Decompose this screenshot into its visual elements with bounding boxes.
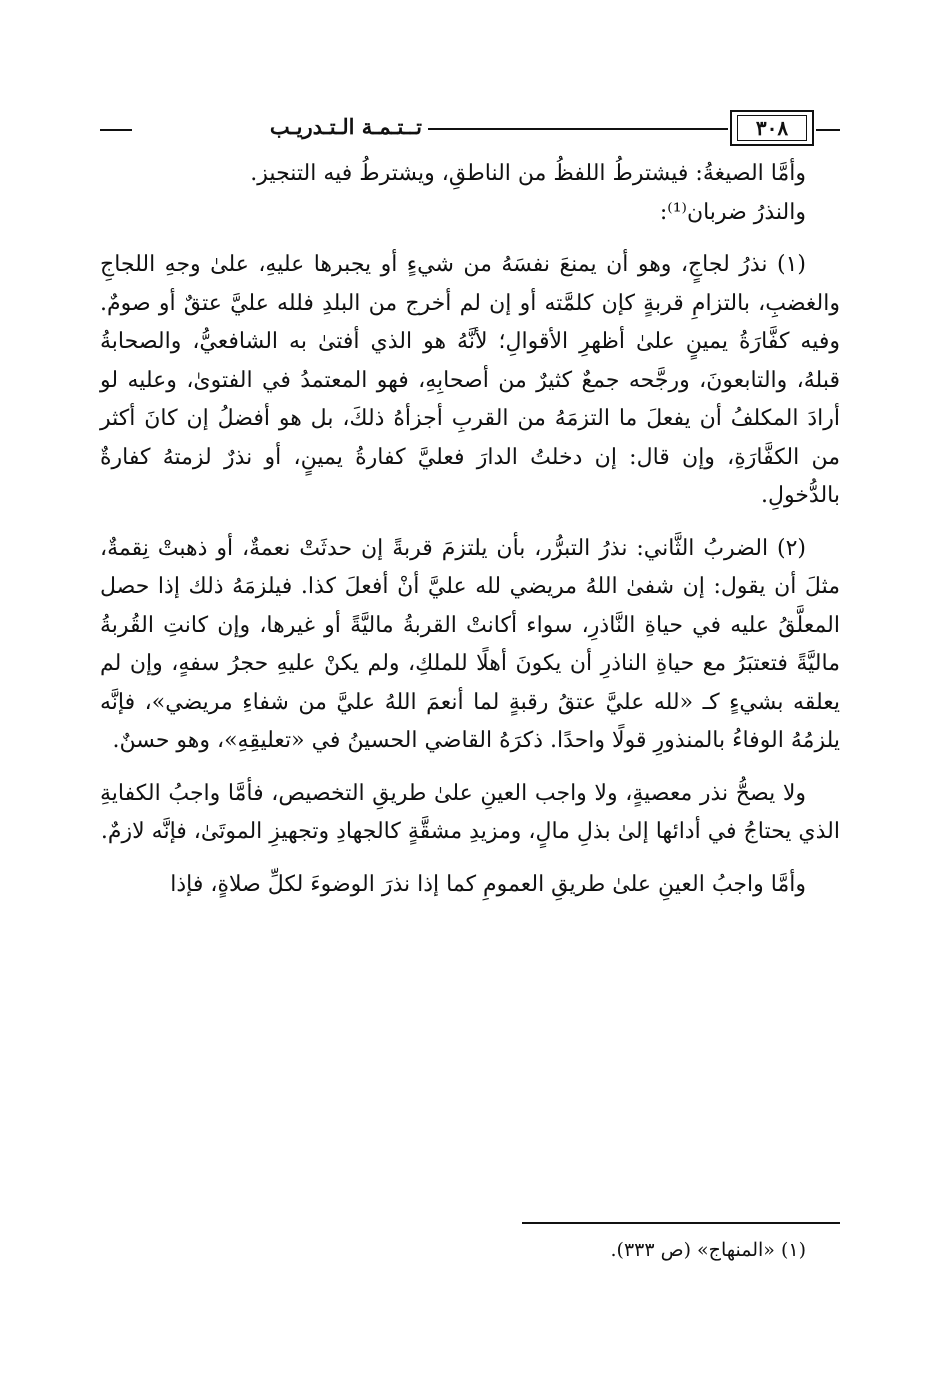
footnote: (١) «المنهاج» (ص ٣٣٣).: [610, 1239, 806, 1261]
page-header: [100, 108, 840, 152]
footnote-separator: [522, 1222, 840, 1224]
page-number: ٣٠٨: [737, 115, 807, 141]
paragraph-wajib-ayn: وأمَّا واجبُ العينِ علىٰ طريقِ العمومِ كما إذا نذرَ الوضوءَ لكلِّ صلاةٍ، فإذا: [170, 871, 806, 897]
page-number-frame: [730, 110, 814, 146]
header-rule-middle: [428, 128, 728, 130]
header-rule-left: [100, 129, 132, 131]
paragraph-nadhr-tabarrur: (٢) الضربُ الثَّاني: نذرُ التبرُّر، بأن يلتزمَ قربةً إن حدثَتْ نعمةٌ، أو ذهبتْ نِقمةٌ، مثلَ أن يقول: إن شفىٰ اللهُ مريضي لله عليَّ أنْ أفعلَ كذا. فيلزمَهُ ذلك إذا حصل المعلَّقُ عليه في حياةِ النَّاذرِ، سواء أكانتْ القربةُ ماليَّةً أو غيرها، وإن كانتِ القُربةُ ماليَّةً فتعتبَرُ مع حياةِ الناذرِ أن يكونَ أهلًا للملكِ، ولم يكنْ عليهِ حجرُ سفهٍ، وإن لم يعلقه بشيءٍ كـ «لله عليَّ عتقُ رقبةٍ لما أنعمَ اللهُ عليَّ من شفاءِ مريضي»، فإنَّه يلزمُهُ الوفاءُ بالمنذورِ قولًا واحدًا. ذكرَهُ القاضي الحسينُ في «تعليقِهِ»، وهو حسنٌ.: [100, 535, 840, 753]
paragraph-invalid-nadhr: ولا يصحُّ نذر معصيةٍ، ولا واجب العينِ علىٰ طريقِ التخصيص، فأمَّا واجبُ الكفايةِ الذي يحتاجُ في أدائها إلىٰ بذلِ مالٍ، ومزيدِ مشقَّةٍ كالجهادِ وتجهيزِ الموتَىٰ، فإنَّه لازمٌ.: [100, 780, 840, 844]
paragraph-nadhr-lajaj: (١) نذرُ لجاجٍ، وهو أن يمنعَ نفسَهُ من شيءٍ أو يجبرها عليهِ، علىٰ وجهِ اللجاجِ والغضبِ، بالتزامِ قربةٍ كإن كلمَّته أو إن لم أخرج من البلدِ فلله عليَّ عتقٌ أو صومٌ. وفيه كفَّارَةُ يمينٍ علىٰ أظهرِ الأقوالِ؛ لأنَّهُ هو الذي أفتىٰ به الشافعيُّ، والصحابةُ قبلهُ، والتابعونَ، ورجَّحه جمعٌ كثيرٌ من أصحابِهِ، فهو المعتمدُ في الفتوىٰ، وعليه لو أرادَ المكلفُ أن يفعلَ ما التزمَهُ من القربِ أجزأهُ ذلكَ، بل هو أفضلُ إن كانَ أكثر من الكفَّارَةِ، وإن قال: إن دخلتُ الدارَ فعليَّ كفارةُ يمينٍ، أو نذرٌ لزمتهُ كفارةٌ بالدُّخولِ.: [100, 252, 840, 508]
main-text: [100, 155, 840, 904]
paragraph-nadhr-types: والنذرُ ضربان⁽¹⁾:: [659, 199, 806, 225]
running-title: تــتـمـة الـتـدريـب: [269, 114, 422, 139]
header-rule-right: [816, 129, 840, 131]
paragraph-formula: وأمَّا الصيغةُ: فيشترطُ اللفظُ من الناطقِ، ويشترطُ فيه التنجيز.: [250, 161, 806, 186]
